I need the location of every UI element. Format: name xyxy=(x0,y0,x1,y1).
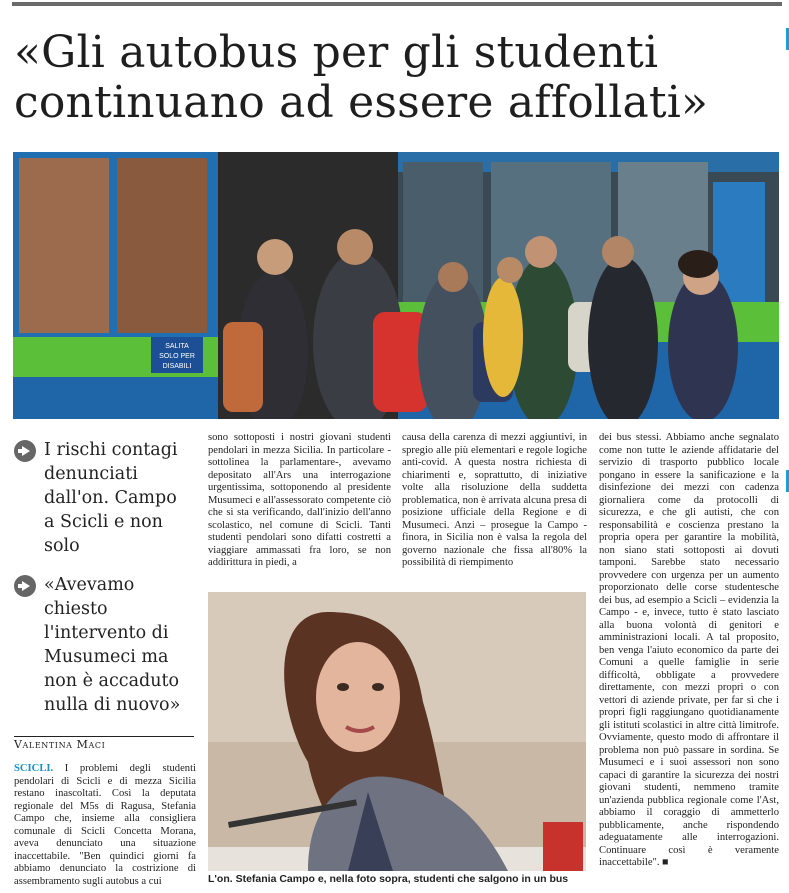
article-text: I problemi degli studenti pendolari di Scicli e di mezza Sicilia restano inascoltati. Così la deputata regionale del M5s di Ragusa, Stefania Campo che, insieme alla consigliera comunale di Scicli Concetta Morana, aveva denunciato una situazione inaccettabile. "Ben quindici giorni fa abbiamo denunciato la costrizione di assembramento sugli autobus a cui xyxy=(14,763,196,887)
sidebar-bullet-text: I rischi contagi denunciati dall'on. Campo a Scicli e non solo xyxy=(44,440,178,556)
sidebar-bullet-text: «Avevamo chiesto l'intervento di Musumeci ma non è accaduto nulla di nuovo» xyxy=(44,575,181,715)
article-column-3: causa della carenza di mezzi aggiuntivi, in spregio alle più elementari e regole logiche anti-covid. A questa nostra richiesta di chiarimenti e, soprattutto, di iniziative volte alla risoluzione della suddetta problematica, non è arrivata alcuna presa di posizione ufficiale della Regione e di Musumeci. Anzi – prosegue la Campo - finora, in Sicilia non è valsa la regola del governo nazionale che fissa all'80% la possibilità di riempimento xyxy=(402,432,588,568)
bus-sign-text: SALITA xyxy=(165,343,189,350)
article-column-1 xyxy=(14,763,196,888)
arrow-right-icon xyxy=(14,575,36,597)
top-rule xyxy=(12,2,782,6)
bus-photo xyxy=(13,152,779,419)
headline: «Gli autobus per gli studenti continuano ad essere affollati» xyxy=(14,27,709,128)
article-column-2: sono sottoposti i nostri giovani studenti pendolari in mezza Sicilia. In particolare - sottolinea la parlamentare-, avevamo depositato all'Ars una interrogazione urgentissima, sottoponendo al presidente Musumeci e all'assessorato competente ciò che si sta verificando, dall'inizio dell'anno scolastico, nel comune di Scicli. Tanti studenti pendolari sono difatti costretti a viaggiare ammassati fra loro, se non addirittura in piedi, a xyxy=(208,432,391,568)
dateline: SCICLI. xyxy=(14,763,54,774)
photo-caption: L'on. Stefania Campo e, nella foto sopra, studenti che salgono in un bus xyxy=(208,873,569,885)
svg-text:DISABILI: DISABILI xyxy=(162,363,192,370)
sidebar-bullet xyxy=(14,438,189,558)
byline: Valentina Maci xyxy=(14,736,194,751)
arrow-right-icon xyxy=(14,440,36,462)
portrait-photo xyxy=(208,592,586,871)
svg-text:SOLO PER: SOLO PER xyxy=(159,353,195,360)
article-column-4: dei bus stessi. Abbiamo anche segnalato come non tutte le aziende affidatarie del servizio di trasporto pubblico locale pongano in essere la sanificazione e la disinfezione dei mezzi con cadenza giornaliera come da protocolli di sicurezza, e che gli autisti, che con responsabilità e coscienza prestano la propria opera per garantire la mobilità, non siano stati sottoposti ai dovuti tamponi. Sarebbe stato necessario provvedere con urgenza per un aumento proporzionato delle corse studentesche dei bus, ad esempio a Scicli – evidenzia la Campo - e, invece, tutto è stato lasciato alla buona volontà di genitori e amministrazioni locali. A tal proposito, ben venga l'aiuto economico da parte dei Comuni a quelle famiglie in serie difficoltà, obbligate a provvedere direttamente, con mezzi propri o con vettori di aziende private, per far sì che i propri figli raggiungano quotidianamente gli istituti scolastici in altre città limitrofe. Ovviamente, questo modo di affrontare il problema non può passare in sordina. Se Musumeci e i suoi assessori non sono capaci di garantire la sicurezza dei nostri giovani studenti, nemmeno tramite un'azienda pubblica regionale come l'Ast, abbiamo il coraggio di ammetterlo pubblicamente, anche rispondendo adeguatamente alle interrogazioni. Continuare così è veramente inaccettabile". ■ xyxy=(599,432,779,868)
sidebar-bullet xyxy=(14,573,189,717)
